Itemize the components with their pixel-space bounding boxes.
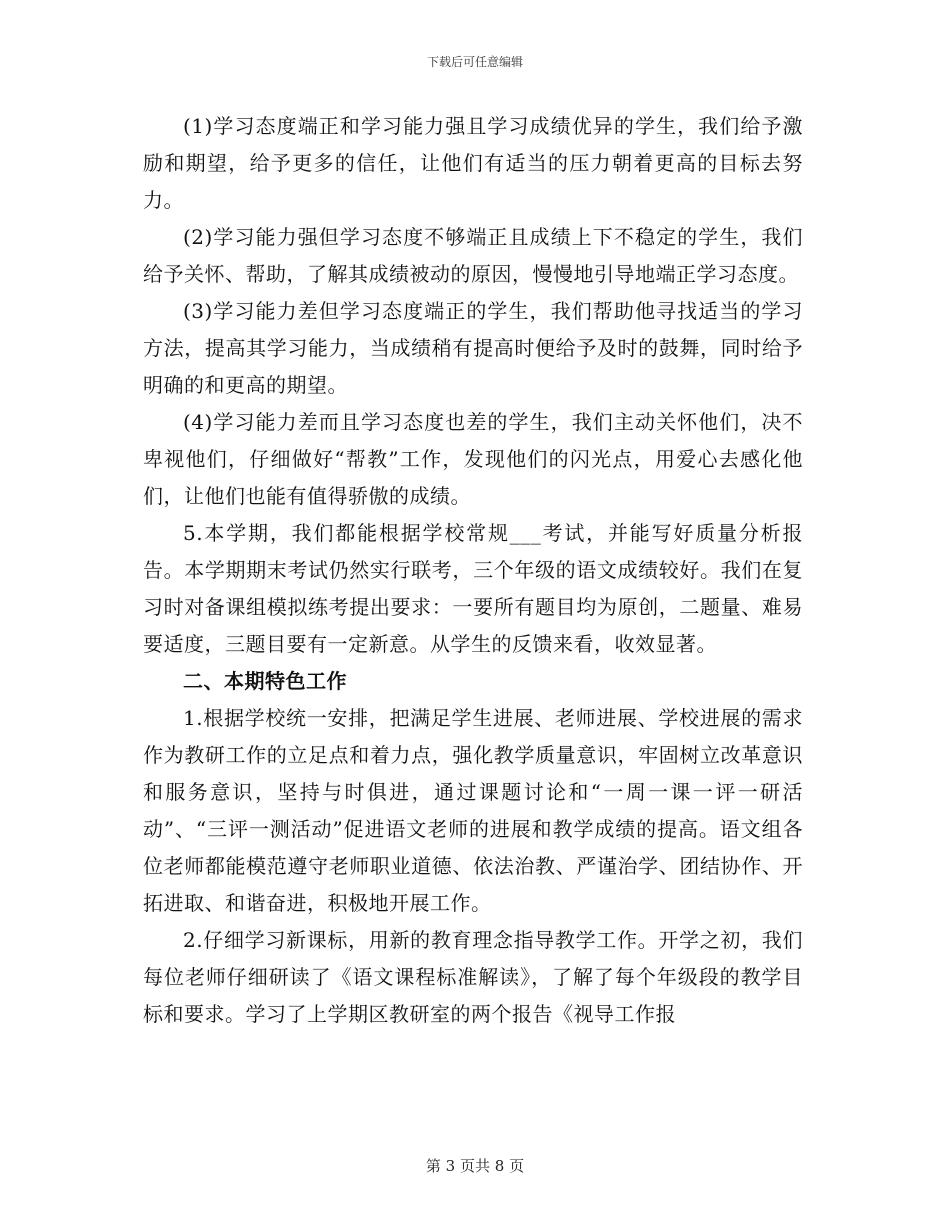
paragraph-student-type-1: (1)学习态度端正和学习能力强且学习成绩优异的学生，我们给予激励和期望，给予更多的信任，让他们有适当的压力朝着更高的目标去努力。 (143, 114, 803, 212)
paragraph-exam-analysis: 5.本学期，我们都能根据学校常规___考试，并能写好质量分析报告。本学期期末考试仍然实行联考，三个年级的语文成绩较好。我们在复习时对备课组模拟练考提出要求：一要所有题目均为原创，二题量、难易要适度，三题目要有一定新意。从学生的反馈来看，收效显著。 (143, 521, 803, 656)
paragraph-student-type-3: (3)学习能力差但学习态度端正的学生，我们帮助他寻找适当的学习方法，提高其学习能力，当成绩稍有提高时便给予及时的鼓舞，同时给予明确的和更高的期望。 (143, 299, 803, 397)
section-heading: 二、本期特色工作 (183, 669, 347, 693)
page-number: 第 3 页共 8 页 (425, 1157, 525, 1175)
paragraph-student-type-2: (2)学习能力强但学习态度不够端正且成绩上下不稳定的学生，我们给予关怀、帮助，了解其成绩被动的原因，慢慢地引导地端正学习态度。 (143, 225, 803, 286)
document-body (143, 108, 803, 1033)
paragraph-student-type-4: (4)学习能力差而且学习态度也差的学生，我们主动关怀他们，决不卑视他们，仔细做好“帮教”工作，发现他们的闪光点，用爱心去感化他们，让他们也能有值得骄傲的成绩。 (143, 410, 803, 508)
paragraph-feature-work-1: 1.根据学校统一安排，把满足学生进展、老师进展、学校进展的需求作为教研工作的立足点和着力点，强化教学质量意识，牢固树立改革意识和服务意识，坚持与时俱进，通过课题讨论和“一周一课一评一研活动”、“三评一测活动”促进语文老师的进展和教学成绩的提高。语文组各位老师都能模范遵守老师职业道德、依法治教、严谨治学、团结协作、开拓进取、和谐奋进，积极地开展工作。 (143, 706, 803, 915)
page-header-note: 下载后可任意编辑 (426, 55, 523, 69)
paragraph-feature-work-2: 2.仔细学习新课标，用新的教育理念指导教学工作。开学之初，我们每位老师仔细研读了《语文课程标准解读》，了解了每个年级段的教学目标和要求。学习了上学期区教研室的两个报告《视导工作报 (143, 928, 803, 1026)
